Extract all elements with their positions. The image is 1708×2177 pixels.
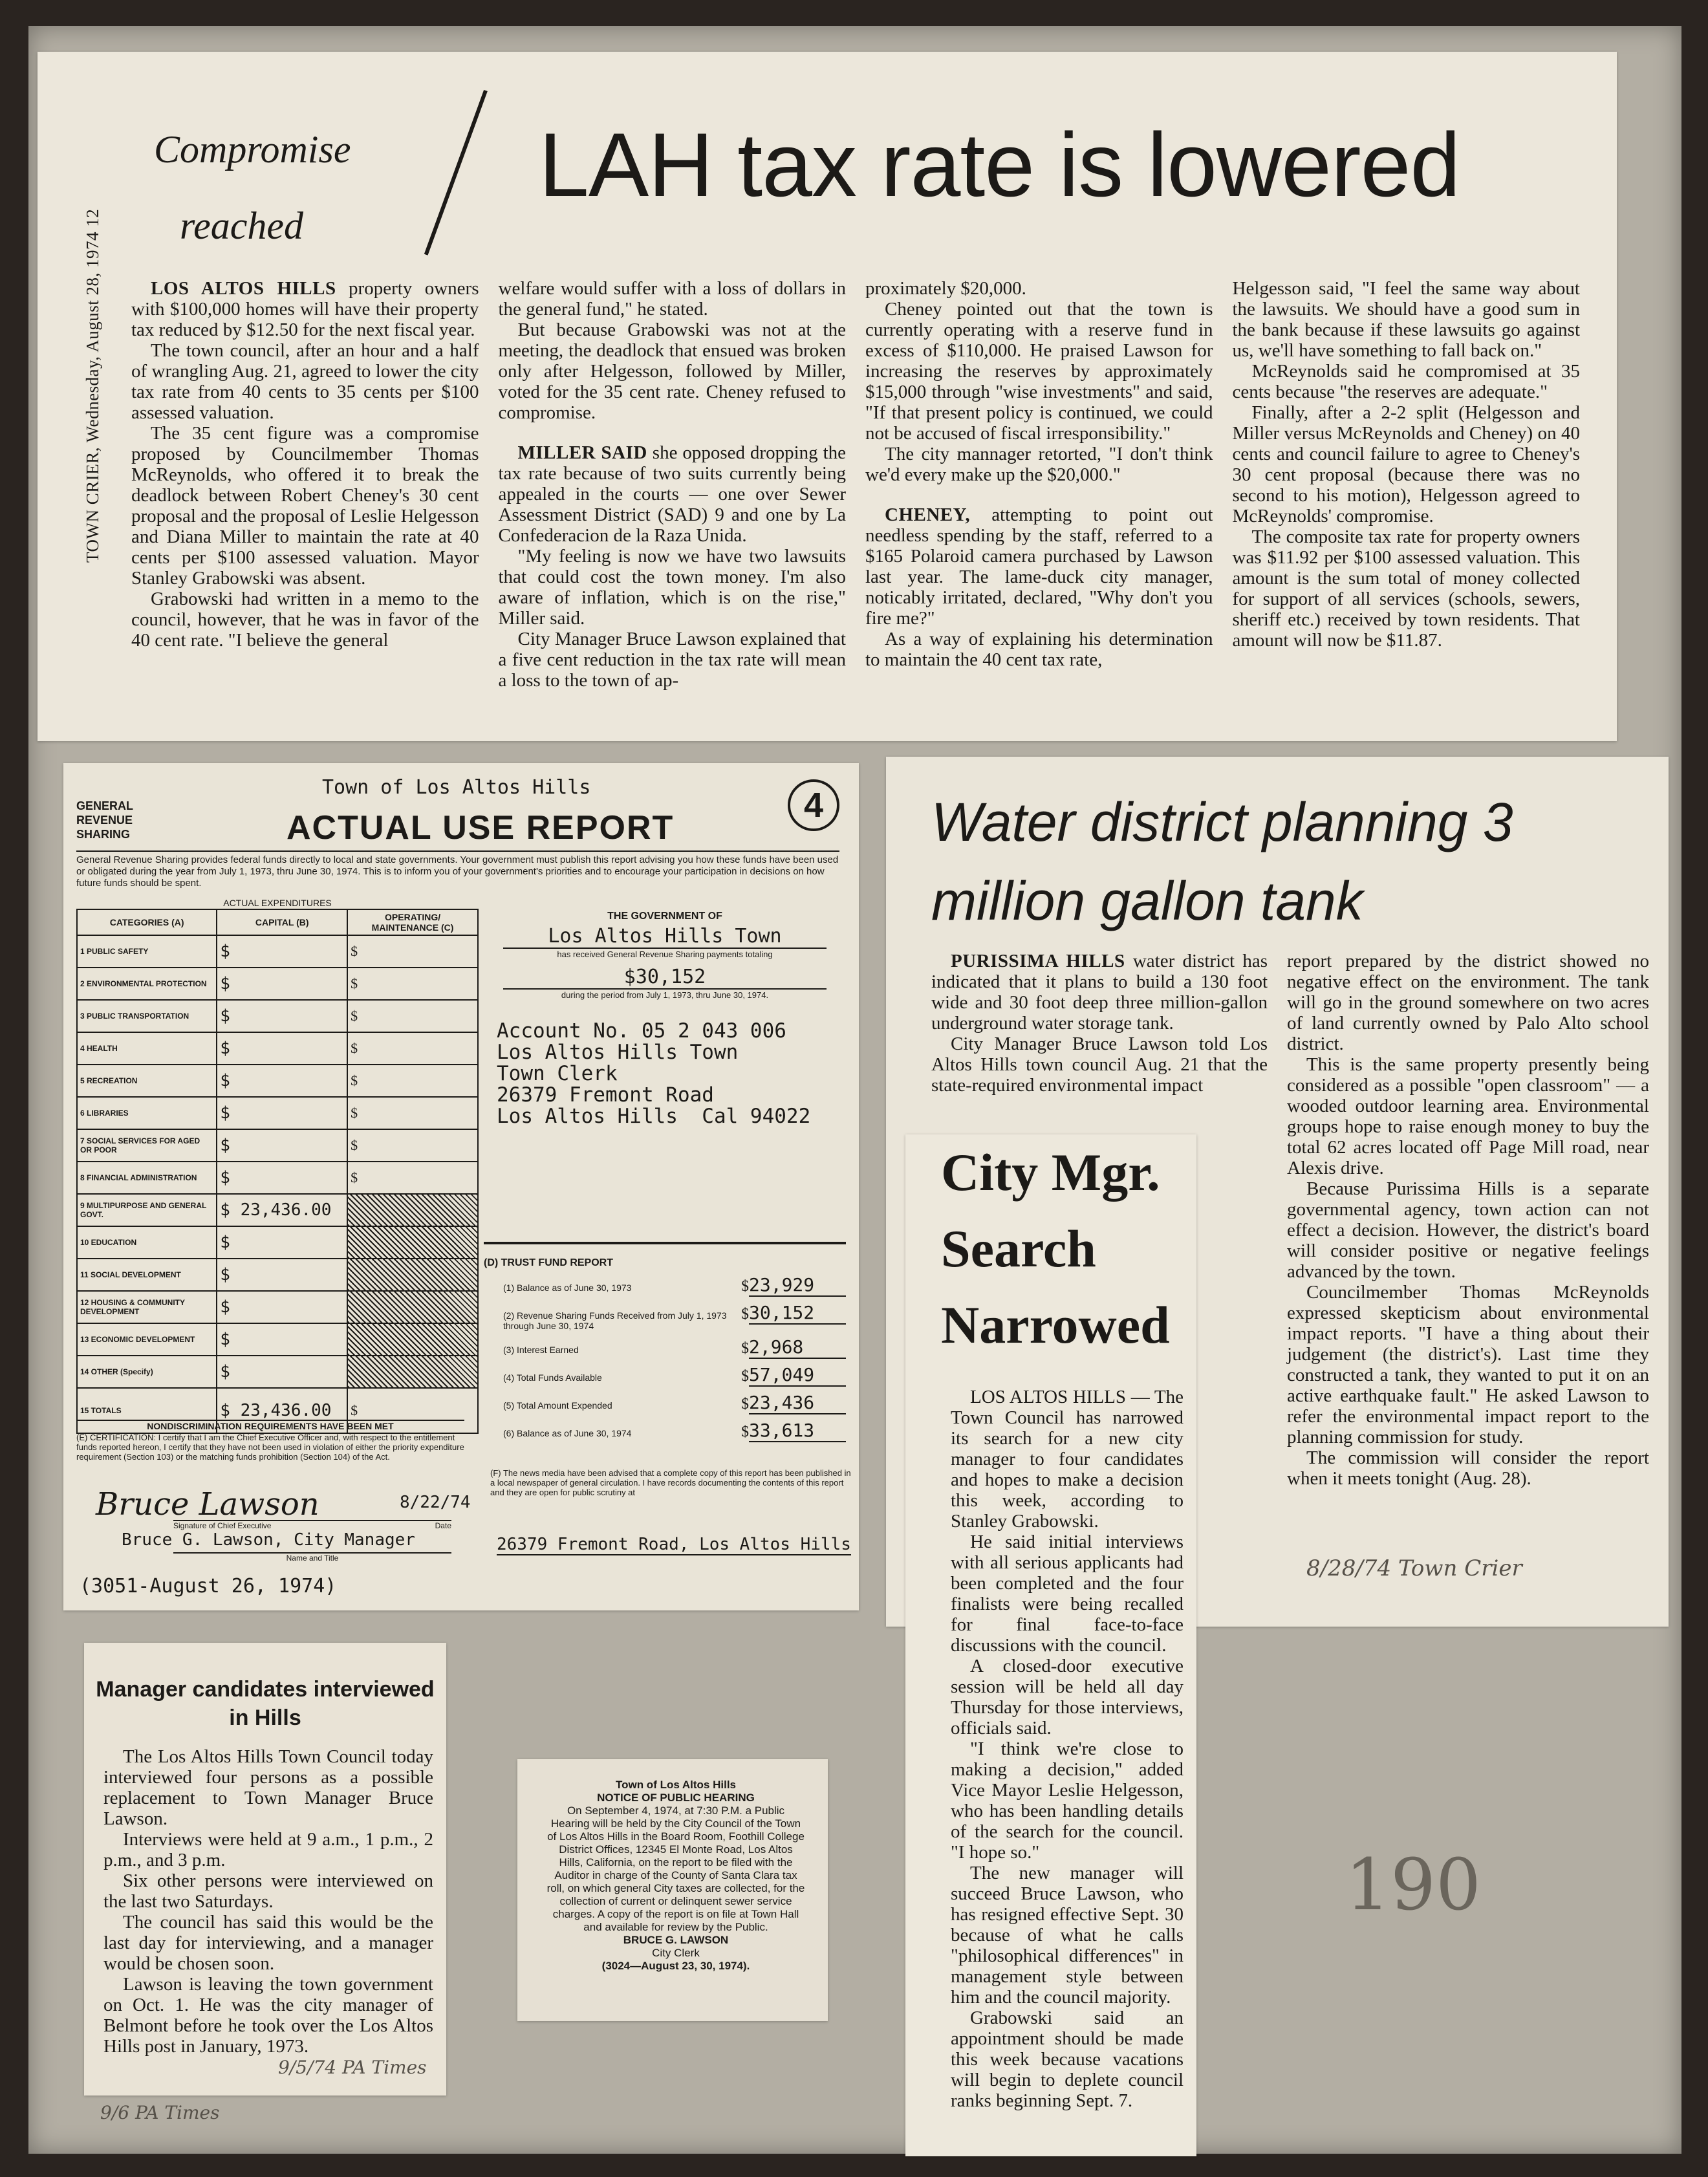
paragraph: Because Purissima Hills is a separate governmental agency, town action can not effect a decision. However, the district's board will consider positive or negative feelings advanced by the town. (1287, 1178, 1649, 1282)
paragraph: Six other persons were interviewed on the last two Saturdays. (103, 1870, 433, 1912)
column-2 (499, 278, 847, 691)
cell-cat: 15 TOTALS (77, 1388, 217, 1433)
column-4 (1233, 278, 1581, 691)
column-2 (1287, 951, 1649, 1489)
publication-note: (F) The news media have been advised that a complete copy of this report has been published in a local newspaper of general circulation. I have records documenting the contents of this report and they are open for public scrutiny at (490, 1468, 851, 1497)
nondiscrimination: NONDISCRIMINATION REQUIREMENTS HAVE BEEN MET (76, 1420, 464, 1431)
paragraph: LOS ALTOS HILLS property owners with $100,000 homes will have their property tax reduced by $12.50 for the next fiscal year. (131, 278, 479, 340)
paragraph: Councilmember Thomas McReynolds expressed skepticism about environmental impact reports. "I have a thing about their judgement (the district's). Last time they constructed a tank, they wanted to put it on an active earthquake fault." He asked Lawson to refer the environmental impact report to the planning commission for study. (1287, 1282, 1649, 1447)
cell-cat: 3 PUBLIC TRANSPORTATION (77, 1000, 217, 1032)
paragraph: The new manager will succeed Bruce Lawson, who has resigned effective Sept. 30 because of what he calls "philosophical differences" in management style between him and the council majority. (951, 1863, 1184, 2008)
cell-op: $ (347, 1162, 478, 1194)
kicker: Compromise reached (154, 128, 351, 247)
cell-cat: 2 ENVIRONMENTAL PROTECTION (77, 968, 217, 1000)
paragraph: He said initial interviews with all serious applicants had been completed and the four finalists were being recalled for final face-to-face discussions with the council. (951, 1532, 1184, 1656)
paragraph: Finally, after a 2-2 split (Helgesson and Miller versus McReynolds and Cheney) on 40 cents and council failure to agree to Cheney's 30 cent proposal (because there was no second to his motion), Helgesson agreed to McReynolds' compromise. (1232, 402, 1580, 526)
paragraph: This is the same property presently being considered as a possible "open classroom" — a wooded outdoor learning area. Environmental groups hope to raise enough money to buy the total 62 acres located off Page Mill road, near Alexis drive. (1287, 1054, 1649, 1178)
cell-cat: 6 LIBRARIES (77, 1097, 217, 1129)
table-row (77, 1226, 478, 1259)
handwritten-note: 8/28/74 Town Crier (1306, 1555, 1522, 1581)
article-body (951, 1387, 1184, 2111)
amount-received: $30,152 (623, 966, 706, 988)
table-row (77, 1000, 478, 1032)
paragraph: McReynolds said he compromised at 35 cents because "the reserves are adequate." (1232, 361, 1580, 402)
paragraph: But because Grabowski was not at the meeting, the deadlock that ensued was broken only after Helgesson, followed by Miller, voted for the 35 cent rate. Cheney refused to compromise. (498, 320, 846, 423)
cell-op: $ (347, 1000, 478, 1032)
paragraph: MILLER SAID she opposed dropping the tax rate because of two suits currently being appealed in the courts — one over Sewer Assessment District (SAD) 9 and one by La Confederacion de la Raza Unida. (498, 442, 846, 546)
cell-cat: 12 HOUSING & COMMUNITY DEVELOPMENT (77, 1291, 217, 1323)
trust-row: (6) Balance as of June 30, 1974 $ 33,613 (503, 1420, 846, 1442)
public-notice: Town of Los Altos Hills NOTICE OF PUBLIC HEARING On September 4, 1974, at 7:30 P.M. a Public Hearing will be held by the City Council of the Town of Los Altos Hills in the Board Room, Foothill College District Offices, 12345 El Monte Road, Los Altos Hills, California, on the report to be filed with the Auditor in charge of the County of Santa Clara tax roll, on which general City taxes are collected, for the collection of current or delinquent sewer service charges. A copy of the report is on file at Town Hall and available for review by the Public. BRUCE G. LAWSON City Clerk (3024—August 23, 30, 1974). (517, 1759, 828, 2021)
article-body (103, 1746, 433, 2057)
mailing-address: Account No. 05 2 043 006 Los Altos Hills Town Town Clerk 26379 Fremont Road Los Altos Hills Cal 94022 (497, 1019, 811, 1128)
lead-in: CHENEY, (885, 504, 971, 525)
cell-cat: 10 EDUCATION (77, 1226, 217, 1259)
paragraph: "My feeling is now we have two lawsuits that could cost the town money. I'm also aware of inflation, which is on the rise," Miller said. (498, 546, 846, 629)
cell-op (347, 1323, 478, 1356)
table-row (77, 1162, 478, 1194)
paragraph: Grabowski had written in a memo to the council, however, that he was in favor of the 40 cent rate. "I believe the general (131, 589, 479, 651)
cell-cap: $ (217, 1162, 347, 1194)
cell-cap: $ 23,436.00 (217, 1388, 347, 1433)
cell-op (347, 1194, 478, 1226)
paragraph: Cheney pointed out that the town is currently operating with a reserve fund in excess of $110,000. He praised Lawson for increasing the reserves by approximately $15,000 through "wise investments" and said, "If that present policy is continued, we could not be accused of fiscal irresponsibility." (865, 299, 1213, 444)
signature-date: 8/22/74 (400, 1493, 471, 1512)
cell-op: $ (347, 1065, 478, 1097)
lead-in: PURISSIMA HILLS (951, 951, 1125, 971)
col-header: OPERATING/ MAINTENANCE (C) (347, 909, 478, 935)
paragraph: As a way of explaining his determination to maintain the 40 cent tax rate, (865, 629, 1213, 670)
cell-cat: 1 PUBLIC SAFETY (77, 935, 217, 968)
paragraph: Grabowski said an appointment should be made this week because vacations will begin to deplete council ranks beginning Sept. 7. (951, 2008, 1184, 2111)
trust-row: (5) Total Amount Expended $ 23,436 (503, 1392, 846, 1414)
cell-op: $ (347, 935, 478, 968)
table-row (77, 935, 478, 968)
table-row (77, 1032, 478, 1065)
paragraph: CHENEY, attempting to point out needless spending by the staff, referred to a $165 Polaroid camera purchased by Lawson last year. The lame-duck city manager, noticably irritated, declared, "Why don't you fire me?" (865, 504, 1213, 629)
report-town: Town of Los Altos Hills (322, 776, 591, 799)
cell-cat: 9 MULTIPURPOSE AND GENERAL GOVT. (77, 1194, 217, 1226)
headline: LAH tax rate is lowered (539, 114, 1460, 215)
cell-cat: 14 OTHER (Specify) (77, 1356, 217, 1388)
cell-cap: $ (217, 1323, 347, 1356)
column-1 (931, 951, 1268, 1096)
cell-op: $ (347, 1032, 478, 1065)
cell-op (347, 1356, 478, 1388)
signer-name: Bruce G. Lawson, City Manager (122, 1530, 415, 1550)
table-row (77, 1129, 478, 1162)
signature: Bruce Lawson (96, 1486, 319, 1522)
headline: Manager candidates interviewed in Hills (96, 1677, 435, 1730)
article-body (131, 278, 1580, 691)
cell-cap: $ (217, 1129, 347, 1162)
cell-op (347, 1259, 478, 1291)
paragraph: "I think we're close to making a decision," added Vice Mayor Leslie Helgesson, who has been handling details of the search for the council. "I hope so." (951, 1738, 1184, 1863)
headline: City Mgr. Search Narrowed (941, 1143, 1170, 1354)
paragraph: The city mannager retorted, "I don't think we'd every make up the $20,000." (865, 444, 1213, 485)
expenditures-table (76, 909, 479, 1434)
cell-cap: $ (217, 1226, 347, 1259)
report-intro: General Revenue Sharing provides federal funds directly to local and state governments. Your government must publish this report advising you how these funds have been used or obligated during the year from July 1, 1973, thru June 30, 1974. This is to inform you of your government's priorities and to encourage your participation in decisions on how future funds should be spent. (76, 850, 839, 889)
table-row (77, 1356, 478, 1388)
table-row (77, 1259, 478, 1291)
paragraph: welfare would suffer with a loss of dollars in the general fund," he stated. (498, 278, 846, 320)
paragraph: The town council, after an hour and a half of wrangling Aug. 21, agreed to lower the city tax rate from 40 cents to 35 cents per $100 assessed valuation. (131, 340, 479, 423)
handwritten-note: 9/5/74 PA Times (278, 2057, 427, 2078)
table-row (77, 1323, 478, 1356)
paragraph: City Manager Bruce Lawson told Los Altos Hills town council Aug. 21 that the state-required environmental impact (931, 1034, 1268, 1096)
cell-op (347, 1291, 478, 1323)
cell-cat: 11 SOCIAL DEVELOPMENT (77, 1259, 217, 1291)
government-box: THE GOVERNMENT OF Los Altos Hills Town has received General Revenue Sharing payments totaling $30,152 during the period from July 1, 1973, thru June 30, 1974. Account No. 05 2 043 006 Los Altos Hills Town Town Clerk 26379 Fremont Road Los Altos Hills Cal 94022 (484, 911, 846, 1127)
paragraph: Interviews were held at 9 a.m., 1 p.m., 2 p.m., and 3 p.m. (103, 1829, 433, 1870)
cell-cap: $ (217, 1356, 347, 1388)
cell-cat: 4 HEALTH (77, 1032, 217, 1065)
table-row (77, 1065, 478, 1097)
cell-cat: 7 SOCIAL SERVICES FOR AGED OR POOR (77, 1129, 217, 1162)
grs-label: GENERAL REVENUE SHARING (76, 799, 134, 841)
cell-cap: $ (217, 1065, 347, 1097)
paragraph: report prepared by the district showed no negative effect on the environment. The tank will go in the ground somewhere on two acres of land currently owned by Palo Alto school district. (1287, 951, 1649, 1054)
lead-in: MILLER SAID (517, 442, 647, 463)
cell-op: $ (347, 1097, 478, 1129)
cell-cap: $ (217, 935, 347, 968)
trust-row: (4) Total Funds Available $ 57,049 (503, 1364, 846, 1387)
report-reference: (3051-August 26, 1974) (80, 1575, 337, 1598)
col-header: CAPITAL (B) (217, 909, 347, 935)
paragraph: A closed-door executive session will be held all day Thursday for those interviews, officials said. (951, 1656, 1184, 1738)
report-number: 4 (788, 779, 839, 831)
cell-op (347, 1226, 478, 1259)
table-row (77, 1194, 478, 1226)
paragraph: The Los Altos Hills Town Council today interviewed four persons as a possible replacement to Town Manager Bruce Lawson. (103, 1746, 433, 1829)
table-row (77, 1097, 478, 1129)
trust-fund-report: (D) TRUST FUND REPORT (1) Balance as of June 30, 1973 $ 23,929 (2) Revenue Sharing Funds Received from July 1, 1973 through June 30, 1974 $ 30,152 (3) Interest Earned $ 2,968 (4) Total Funds Available $ 57,049 (5) Total Amount Expended $ 23,436 (6) Balance as of June 30, 1974 $ 33,613 (484, 1242, 846, 1442)
paragraph: Lawson is leaving the town government on Oct. 1. He was the city manager of Belmont before he took over the Los Altos Hills post in January, 1973. (103, 1974, 433, 2057)
actual-use-report: Town of Los Altos Hills GENERAL REVENUE SHARING ACTUAL USE REPORT 4 General Revenue Sharing provides federal funds directly to local and state governments. Your government must publish this report advising you how these funds have been used or obligated during the year from July 1, 1973, thru June 30, 1974. This is to inform you of your government's priorities and to encourage your participation in decisions on how future funds should be spent. ACTUAL EXPENDITURES CATEGORIES (A) CAPITAL (B) OPERATING/ MAINTENANCE (C) 1 PUBLIC SAFETY $ $ 2 ENVIRONMENTAL PROTECTION $ $ 3 PUBLIC TRANSPORTATION $ $ 4 HEALTH $ $ 5 RECREATION $ $ 6 LIBRARIES $ $ 7 SOCIAL SERVICES FOR AGED OR POOR $ $ 8 FINANCIAL ADMINISTRATION $ $ 9 MULTIPURPOSE AND GENERAL GOVT. $ 23,436.00 10 EDUCATION $ 11 SOCIAL DEVELOPMENT $ 12 HOUSING & COMMUNITY DEVELOPMENT $ 13 ECONOMIC DEVELOPMENT $ 14 OTHER (Specify) $ 15 TOTALS $ 23,436.00 $ THE GOVERNMENT OF Los Altos Hills Town has received General Revenue Sharing payments totaling $30,152 during the period from July 1, 1973, thru June 30, 1974. Account No. 05 2 043 006 Los Altos Hills Town Town Clerk 26379 Fremont Road Los Altos Hills Cal 94022 (D) TRUST FUND REPORT (1) Balance as of June 30, 1973 $ 23,929 (2) Revenue Sharing Funds Received from July 1, 1973 through June 30, 1974 $ 30,152 (3) Interest Earned $ 2,968 (4) Total Funds Available $ 57,049 (5) Total Amount Expended $ 23,436 (6) Balance as of June 30, 1974 $ 33,613 NONDISCRIMINATION REQUIREMENTS HAVE BEEN MET (E) CERTIFICATION: I certify that I am the Chief Executive Officer and, with respect to the entitlement funds reported hereon, I certify that they have not been used in violation of either the priority expenditure requirement (Section 103) or the matching funds prohibition (Section 104) of the Act. Bruce Lawson 8/22/74 Signature of Chief Executive Date Bruce G. Lawson, City Manager Name and Title (F) The news media have been advised that a complete copy of this report has been published in a local newspaper of general circulation. I have records documenting the contents of this report and they are open for public scrutiny at 26379 Fremont Road, Los Altos Hills (3051-August 26, 1974) (63, 763, 859, 1610)
paragraph: The council has said this would be the last day for interviewing, and a manager would be chosen soon. (103, 1912, 433, 1974)
trust-row: (1) Balance as of June 30, 1973 $ 23,929 (503, 1274, 846, 1297)
government-name: Los Altos Hills Town (503, 925, 827, 949)
trust-row: (3) Interest Earned $ 2,968 (503, 1336, 846, 1359)
page-number: 190 (1345, 1843, 1481, 1926)
cell-cat: 8 FINANCIAL ADMINISTRATION (77, 1162, 217, 1194)
headline: Water district planning 3 million gallon tank (931, 792, 1513, 931)
col-header: CATEGORIES (A) (77, 909, 217, 935)
column-1 (131, 278, 479, 691)
cell-cap: $ (217, 1032, 347, 1065)
masthead: TOWN CRIER, Wednesday, August 28, 1974 12 (83, 208, 102, 563)
candidates-article (84, 1643, 446, 2096)
table-caption: ACTUAL EXPENDITURES (223, 898, 332, 908)
table-row (77, 1291, 478, 1323)
publication-address: 26379 Fremont Road, Los Altos Hills (497, 1535, 851, 1554)
paragraph: LOS ALTOS HILLS — The Town Council has narrowed its search for a new city manager to four candidates and hopes to make a decision this week, according to Stanley Grabowski. (951, 1387, 1184, 1532)
cell-op: $ (347, 1388, 478, 1433)
cell-cat: 5 RECREATION (77, 1065, 217, 1097)
paragraph: The 35 cent figure was a compromise proposed by Councilmember Thomas McReynolds, who offered it to break the deadlock between Robert Cheney's 30 cent proposal and the proposal of Leslie Helgesson and Diana Miller to maintain the rate at 40 cents per $100 assessed valuation. Mayor Stanley Grabowski was absent. (131, 423, 479, 589)
cell-cat: 13 ECONOMIC DEVELOPMENT (77, 1323, 217, 1356)
cell-cap: $ (217, 1259, 347, 1291)
lead-in: LOS ALTOS HILLS (151, 278, 336, 299)
cell-cap: $ 23,436.00 (217, 1194, 347, 1226)
cell-cap: $ (217, 1000, 347, 1032)
report-title: ACTUAL USE REPORT (286, 809, 675, 847)
paragraph: proximately $20,000. (865, 278, 1026, 299)
table-row (77, 968, 478, 1000)
certification: (E) CERTIFICATION: I certify that I am the Chief Executive Officer and, with respect to the entitlement funds reported hereon, I certify that they have not been used in violation of either the priority expenditure requirement (Section 103) or the matching funds prohibition (Section 104) of the Act. (76, 1433, 464, 1462)
handwritten-note-2: 9/6 PA Times (100, 2102, 220, 2123)
trust-row: (2) Revenue Sharing Funds Received from July 1, 1973 through June 30, 1974 $ 30,152 (503, 1302, 846, 1331)
cell-cap: $ (217, 1097, 347, 1129)
cell-op: $ (347, 1129, 478, 1162)
cell-cap: $ (217, 1291, 347, 1323)
paragraph: Helgesson said, "I feel the same way about the lawsuits. We should have a good sum in the bank because if these lawsuits go against us, we'll have something to fall back on." (1232, 278, 1580, 361)
paragraph: The commission will consider the report when it meets tonight (Aug. 28). (1287, 1447, 1649, 1489)
cell-cap: $ (217, 968, 347, 1000)
paragraph: PURISSIMA HILLS water district has indicated that it plans to build a 130 foot wide and 30 foot deep three million-gallon underground water storage tank. (931, 951, 1268, 1034)
tax-rate-article (38, 52, 1617, 741)
paragraph: City Manager Bruce Lawson explained that a five cent reduction in the tax rate will mean a loss to the town of ap- (498, 629, 846, 691)
paragraph: The composite tax rate for property owners was $11.92 per $100 assessed valuation. This amount is the sum total of money collected for support of all services (schools, sewers, sheriff etc.) received by town residents. That amount will now be $11.87. (1232, 526, 1580, 651)
city-mgr-article (905, 1134, 1196, 2156)
cell-op: $ (347, 968, 478, 1000)
column-3 (865, 278, 1213, 691)
